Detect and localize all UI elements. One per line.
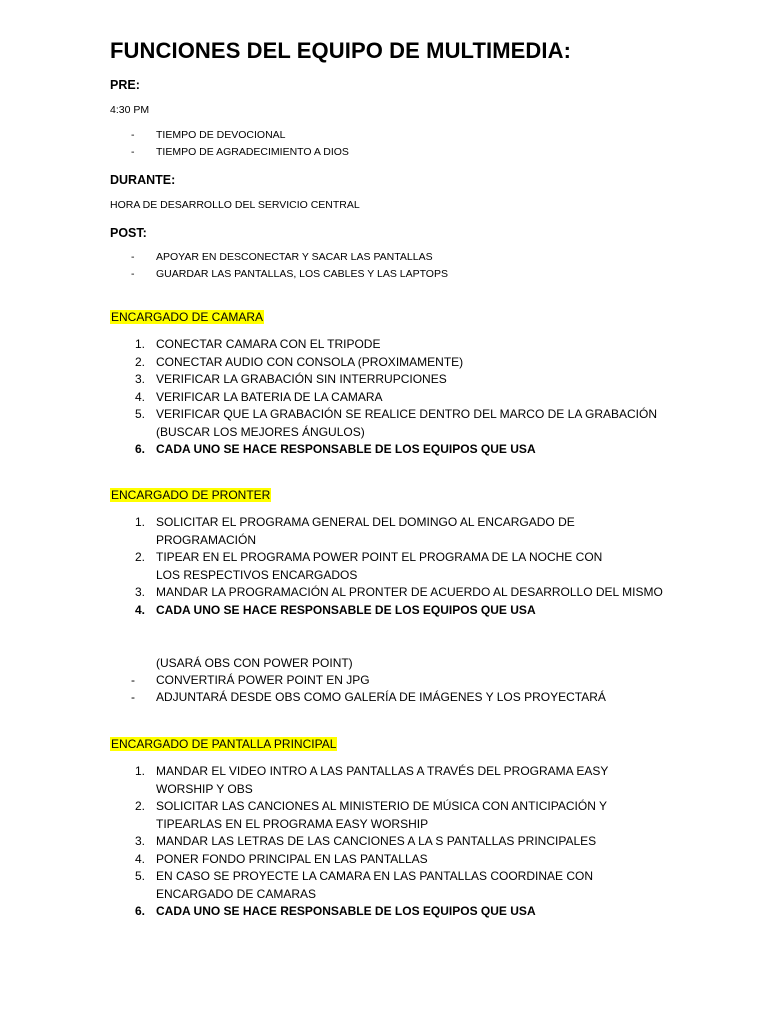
durante-heading: DURANTE: [110,173,176,187]
durante-text: HORA DE DESARROLLO DEL SERVICIO CENTRAL [110,199,360,211]
list-item: 3. VERIFICAR LA GRABACIÓN SIN INTERRUPCIONES [134,372,447,386]
list-item: 1. CONECTAR CAMARA CON EL TRIPODE [134,337,381,351]
page-title: FUNCIONES DEL EQUIPO DE MULTIMEDIA: [110,38,572,63]
list-item: 5. VERIFICAR QUE LA GRABACIÓN SE REALICE DENTRO DEL MARCO DE LA GRABACIÓN (BUSCAR LOS MEJORES ÁNGULOS) [134,407,657,439]
camara-heading: ENCARGADO DE CAMARA [111,310,264,324]
list-item: 6. CADA UNO SE HACE RESPONSABLE DE LOS EQUIPOS QUE USA [134,442,536,456]
pantalla-list [0,763,666,921]
list-item: 2. CONECTAR AUDIO CON CONSOLA (PROXIMAMENTE) [134,354,464,369]
pantalla-heading: ENCARGADO DE PANTALLA PRINCIPAL [111,737,337,751]
list-item: 2. SOLICITAR LAS CANCIONES AL MINISTERIO DE MÚSICA CON ANTICIPACIÓN Y TIPEARLAS EN EL PROGRAMA EASY WORSHIP [134,799,607,831]
list-item: 1. SOLICITAR EL PROGRAMA GENERAL DEL DOMINGO AL ENCARGADO DE PROGRAMACIÓN [134,515,575,547]
post-heading: POST: [110,226,147,240]
list-item: 5. EN CASO SE PROYECTE LA CAMARA EN LAS PANTALLAS COORDINAE CON ENCARGADO DE CAMARAS [134,869,594,901]
list-item: 4. VERIFICAR LA BATERIA DE LA CAMARA [134,389,383,404]
pre-time: 4:30 PM [110,104,150,116]
list-item: 3. MANDAR LAS LETRAS DE LAS CANCIONES A LA S PANTALLAS PRINCIPALES [134,834,597,848]
list-item: 3. MANDAR LA PROGRAMACIÓN AL PRONTER DE ACUERDO AL DESARROLLO DEL MISMO [134,585,663,599]
pronter-note: (USARÁ OBS CON POWER POINT) [156,656,353,670]
list-item: 4. PONER FONDO PRINCIPAL EN LAS PANTALLAS [134,851,428,866]
pronter-list [0,514,666,619]
list-item: 4. CADA UNO SE HACE RESPONSABLE DE LOS EQUIPOS QUE USA [134,602,536,617]
list-item: 2. TIPEAR EN EL PROGRAMA POWER POINT EL PROGRAMA DE LA NOCHE CON LOS RESPECTIVOS ENCARGADOS [134,550,603,582]
pre-heading: PRE: [110,78,140,92]
list-item: 1. MANDAR EL VIDEO INTRO A LAS PANTALLAS A TRAVÉS DEL PROGRAMA EASY WORSHIP Y OBS [134,764,609,796]
pronter-heading: ENCARGADO DE PRONTER [111,488,271,502]
camara-list [0,336,666,459]
list-item: 6. CADA UNO SE HACE RESPONSABLE DE LOS EQUIPOS QUE USA [134,904,536,918]
document-page: FUNCIONES DEL EQUIPO DE MULTIMEDIA: PRE: 4:30 PM - TIEMPO DE DEVOCIONAL - TIEMPO DE AGRADECIMIENTO A DIOS DURANTE: HORA DE DESARROLLO DEL SERVICIO CENTRAL POST: - APOYAR EN DESCONECTAR Y SACAR LAS PANTALLAS - GUARDAR LAS PANTALLAS, LOS CABLES Y LAS LAPTOPS ENCARGADO DE CAMARA 1. CONECTAR CAMARA CON EL TRIPODE 2. CONECTAR AUDIO CON CONSOLA (PROXIMAMENTE) 3. VERIFICAR LA GRABACIÓN SIN INTERRUPCIONES 4. VERIFICAR LA BATERIA DE LA CAMARA 5. VERIFICAR QUE LA GRABACIÓN SE REALICE DENTRO DEL MARCO DE LA GRABACIÓN (BUSCAR LOS MEJORES ÁNGULOS) 6. CADA UNO SE HACE RESPONSABLE DE LOS EQUIPOS QUE USA ENCARGADO DE PRONTER 1. SOLICITAR EL PROGRAMA GENERAL DEL DOMINGO AL ENCARGADO DE PROGRAMACIÓN 2. TIPEAR EN EL PROGRAMA POWER POINT EL PROGRAMA DE LA NOCHE CON LOS RESPECTIVOS ENCARGADOS 3. MANDAR LA PROGRAMACIÓN AL PRONTER DE ACUERDO AL DESARROLLO DEL MISMO 4. CADA UNO SE HACE RESPONSABLE DE LOS EQUIPOS QUE USA (USARÁ OBS CON POWER POINT) - CONVERTIRÁ POWER POINT EN JPG - ADJUNTARÁ DESDE OBS COMO GALERÍA DE IMÁGENES Y LOS PROYECTARÁ ENCARGADO DE PANTALLA PRINCIPAL 1. MANDAR EL VIDEO INTRO A LAS PANTALLAS A TRAVÉS DEL PROGRAMA EASY WORSHIP Y OBS 2. SOLICITAR LAS CANCIONES AL MINISTERIO DE MÚSICA CON ANTICIPACIÓN Y TIPEARLAS EN EL PROGRAMA EASY WORSHIP 3. MANDAR LAS LETRAS DE LAS CANCIONES A LA S PANTALLAS PRINCIPALES 4. PONER FONDO PRINCIPAL EN LAS PANTALLAS 5. EN CASO SE PROYECTE LA CAMARA EN LAS PANTALLAS COORDINAE CON ENCARGADO DE CAMARAS 6. CADA UNO SE HACE RESPONSABLE DE LOS EQUIPOS QUE USA [0,0,768,1024]
